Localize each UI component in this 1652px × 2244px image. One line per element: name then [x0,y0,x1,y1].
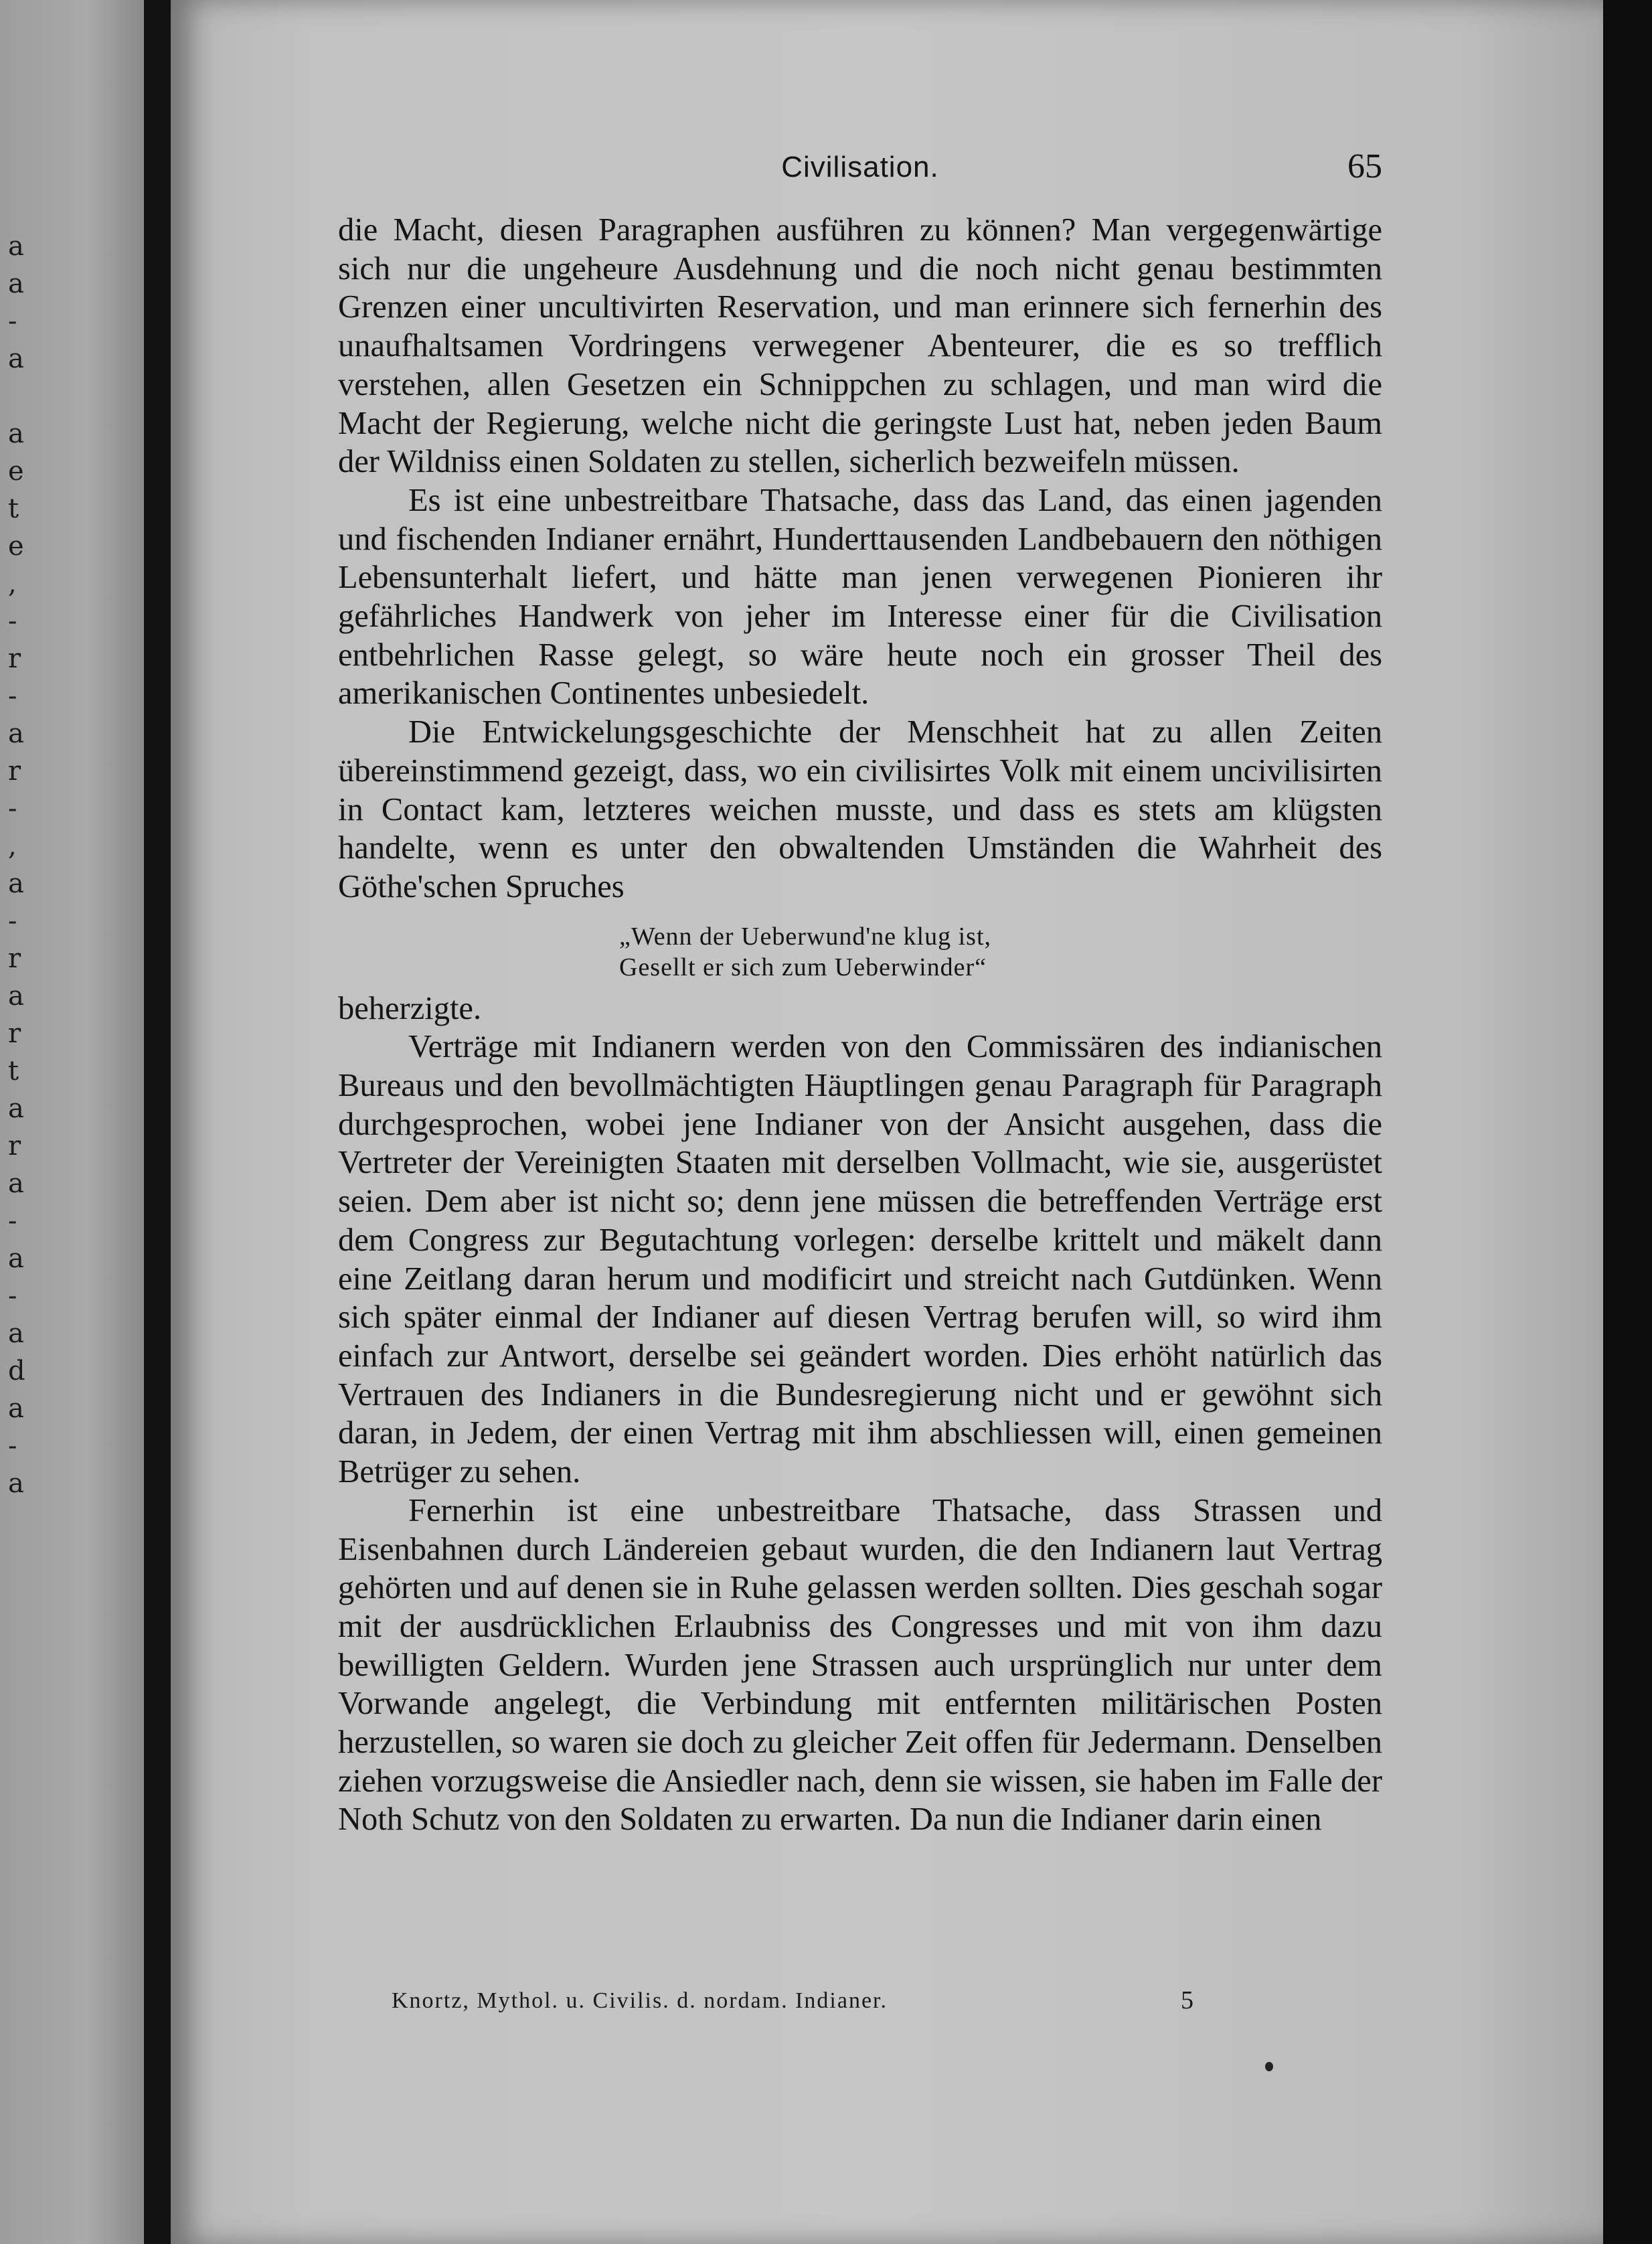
left-edge-glyph: t [8,493,19,524]
paragraph: Verträge mit Indianern werden von den Commissären des indianischen Bureaus und den bevollmächtigten Häuptlingen genau Paragraph für Paragraph durchgesprochen, wobei jene Indianer von der Ansicht ausgehen, dass die Vertreter der Vereinigten Staaten mit derselben Vollmacht, wie sie, ausgerüstet seien. Dem aber ist nicht so; denn jene müssen die betreffenden Verträge erst dem Congress zur Begutachtung vorlegen: derselbe krittelt und mäkelt dann eine Zeitlang daran herum und modificirt und streicht nach Gutdünken. Wenn sich später einmal der Indianer auf diesen Vertrag berufen will, so wird ihm einfach zur Antwort, derselbe sei geändert worden. Dies erhöht natürlich das Vertrauen des Indianers in die Bundesregierung nicht und er gewöhnt sich daran, in Jedem, der einen Vertrag mit ihm abschliessen will, einen gemeinen Betrüger zu sehen. [338,1029,1382,1490]
left-edge-glyph: a [8,981,24,1012]
running-head [338,147,1382,211]
left-edge-glyph: r [8,1131,21,1161]
signature-mark: 5 [1181,1986,1195,2014]
left-edge-glyph: a [8,1243,24,1274]
quote-line: „Wenn der Ueberwund'ne klug ist, [619,922,992,951]
left-edge-glyph: a [8,1318,24,1349]
left-edge-glyph: a [8,1093,24,1124]
ink-speck [1265,2062,1273,2071]
left-edge-glyph: r [8,1018,21,1049]
page-number: 65 [1347,147,1382,185]
left-edge-glyph: a [8,343,24,374]
footer-citation: Knortz, Mythol. u. Civilis. d. nordam. Indianer. [392,1988,888,2013]
left-edge-glyph: - [8,1281,17,1311]
running-title: Civilisation. [781,151,939,183]
page-footer [392,1988,1195,2014]
page-text-block [338,147,1382,1839]
left-edge-glyph: r [8,756,21,787]
left-edge-glyph: d [8,1356,25,1386]
book-gutter [144,0,171,2244]
left-edge-glyph: e [8,456,24,487]
left-edge-glyph: - [8,1431,17,1461]
left-edge-glyph: t [8,1056,19,1087]
left-edge-glyph [8,378,35,415]
paragraph: Es ist eine unbestreitbare Thatsache, dass das Land, das einen jagenden und fischenden Indianer ernährt, Hunderttausenden Landbebauern den nöthigen Lebensunterhalt liefert, und hätte man jenen verwegenen Pionieren ihr gefährliches Handwerk von jeher im Interesse einer für die Civilisation entbehrlichen Rasse gelegt, so wäre heute noch ein grosser Theil des amerikanischen Continentes unbesiedelt. [338,482,1382,712]
left-edge-glyph: - [8,306,17,337]
left-edge-glyph: a [8,268,24,299]
paragraph: Fernerhin ist eine unbestreitbare Thatsache, dass Strassen und Eisenbahnen durch Ländereien gebaut wurden, die den Indianern laut Vertrag gehörten und auf denen sie in Ruhe gelassen werden sollten. Dies geschah sogar mit der ausdrücklichen Erlaubniss des Congresses und mit von ihm dazu bewilligten Geldern. Wurden jene Strassen auch ursprünglich nur unter dem Vorwande angelegt, die Verbindung mit entfernten militärischen Posten herzustellen, so waren sie doch zu gleicher Zeit offen für Jedermann. Denselben ziehen vorzugsweise die Ansiedler nach, denn sie wissen, sie haben im Falle der Noth Schutz von den Soldaten zu erwarten. Da nun die Indianer darin einen [338,1492,1382,1838]
left-edge-glyph: - [8,681,17,712]
quote-line: Gesellt er sich zum Ueberwinder“ [619,953,987,981]
left-facing-page [0,0,144,2244]
left-edge-glyph: r [8,643,21,674]
left-edge-glyph: - [8,906,17,937]
left-edge-glyph: a [8,1168,24,1199]
left-edge-glyph: - [8,1206,17,1236]
paragraph-continuation: beherzigte. [338,990,482,1026]
right-scan-border [1603,0,1652,2244]
left-edge-glyph: a [8,1468,24,1499]
left-edge-glyph: - [8,793,17,824]
left-edge-glyph: e [8,531,24,562]
left-edge-glyph: a [8,231,24,262]
left-edge-glyph: - [8,606,17,637]
left-edge-glyph: a [8,1393,24,1424]
left-edge-glyph: r [8,943,21,974]
paragraph: die Macht, diesen Paragraphen ausführen zu können? Man vergegenwärtige sich nur die ungeheure Ausdehnung und die noch nicht genau bestimmten Grenzen einer uncultivirten Reservation, und man erinnere sich fernerhin des unaufhaltsamen Vordringens verwegener Abenteurer, die es so trefflich verstehen, allen Gesetzen ein Schnippchen zu schlagen, und man wird die Macht der Regierung, welche nicht die geringste Lust hat, neben jeden Baum der Wildniss einen Soldaten zu stellen, sicherlich bezweifeln müssen. [338,212,1382,480]
left-edge-glyph: , [8,568,17,599]
left-edge-glyph: a [8,868,24,899]
paragraph: Die Entwickelungsgeschichte der Menschheit hat zu allen Zeiten übereinstimmend gezeigt, dass, wo ein civilisirtes Volk mit einem uncivilisirten in Contact kam, letzteres weichen musste, und dass es stets am klügsten handelte, wenn es unter den obwaltenden Umständen die Wahrheit des Göthe'schen Spruches [338,714,1382,904]
left-edge-glyph: a [8,718,24,749]
left-edge-glyph: a [8,418,24,449]
left-edge-glyph: , [8,831,17,862]
goethe-quote [619,921,1382,983]
left-page-edge-text [8,228,35,1502]
